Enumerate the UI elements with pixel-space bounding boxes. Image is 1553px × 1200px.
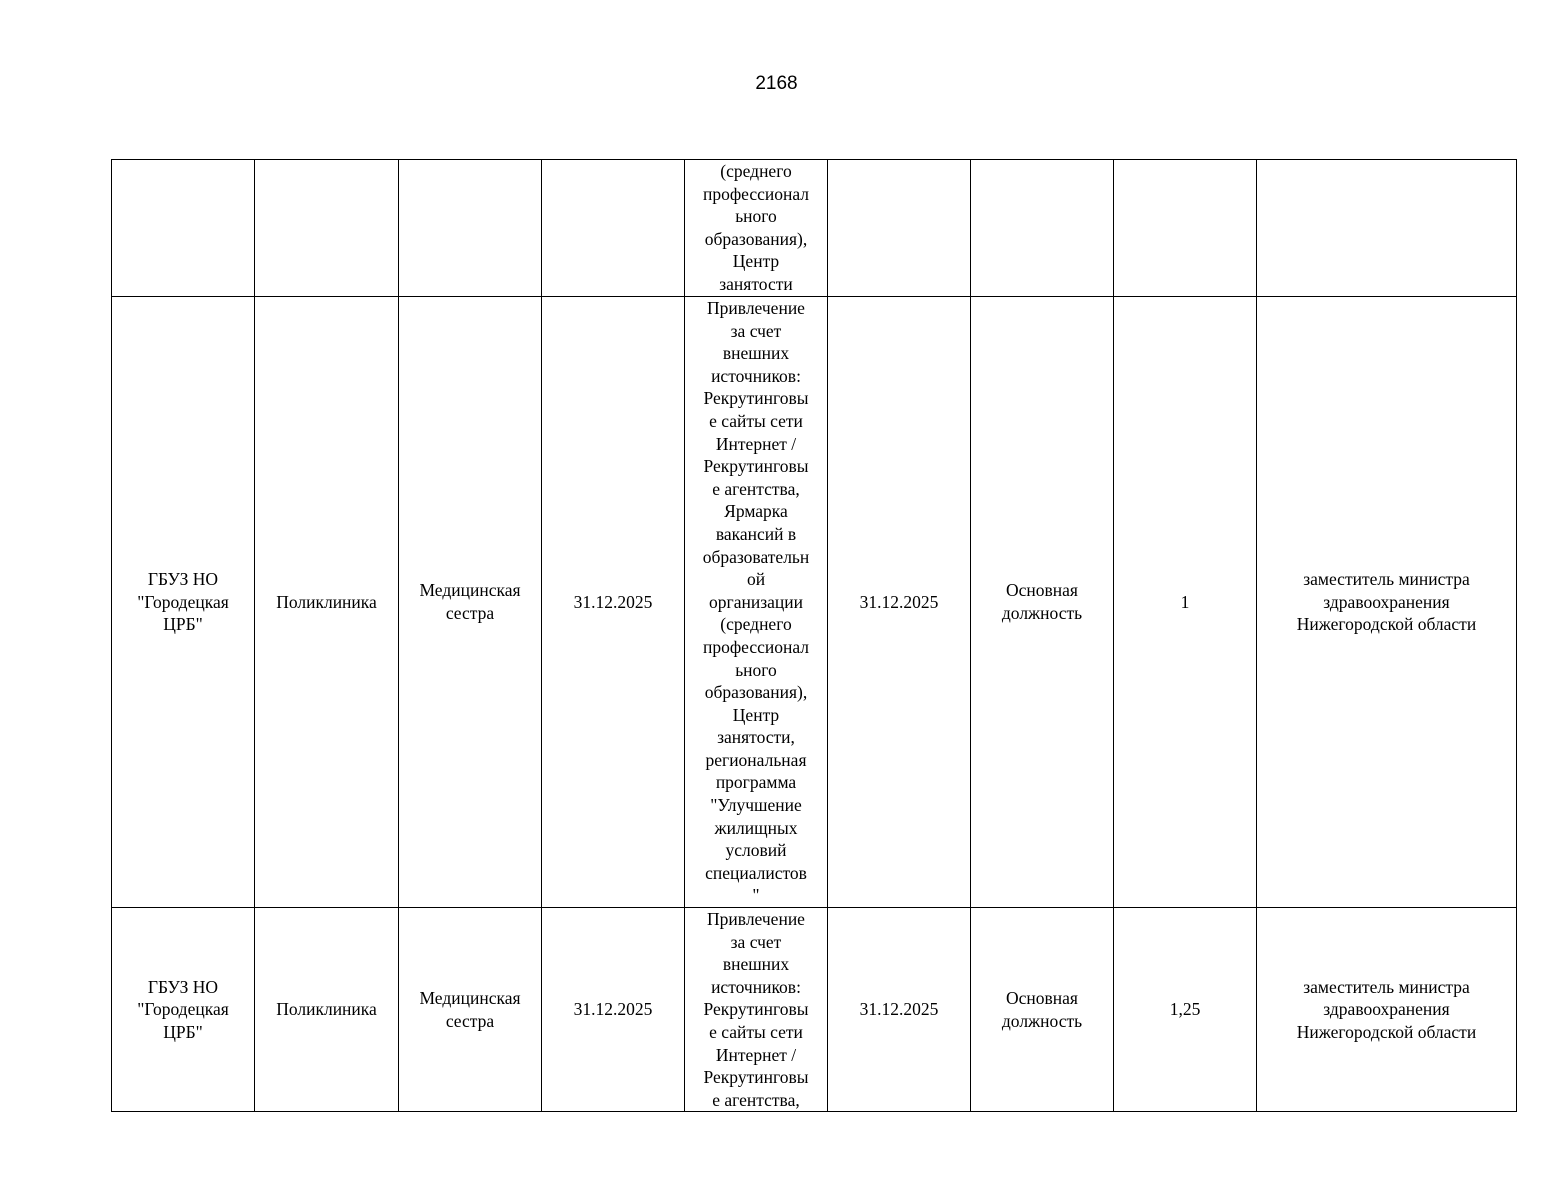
organization-cell [112,160,255,297]
position-cell [399,160,542,297]
responsible-cell: заместитель министра здравоохранения Нижегородской области [1257,297,1517,908]
responsible-cell: заместитель министра здравоохранения Нижегородской области [1257,908,1517,1112]
fill-date-cell: 31.12.2025 [828,297,971,908]
department-cell: Поликлиника [255,297,399,908]
employment-type-cell [971,160,1114,297]
organization-cell: ГБУЗ НО "Городецкая ЦРБ" [112,297,255,908]
sources-cell: Привлечение за счет внешних источников: Рекрутинговы е сайты сети Интернет / Рекрутинговы е агентства, Ярмарка вакансий в образовательн ой организации (среднего профессионал ьного образования), Центр занятости, региональная программа "Улучшение жилищных условий специалистов " [685,297,828,908]
rate-cell [1114,160,1257,297]
fill-date-cell: 31.12.2025 [828,908,971,1112]
organization-cell: ГБУЗ НО "Городецкая ЦРБ" [112,908,255,1112]
staffing-table [111,159,1517,1112]
department-cell [255,160,399,297]
sources-cell: (среднего профессионал ьного образования), Центр занятости [685,160,828,297]
employment-type-cell: Основная должность [971,908,1114,1112]
position-cell: Медицинская сестра [399,908,542,1112]
rate-cell: 1 [1114,297,1257,908]
position-cell: Медицинская сестра [399,297,542,908]
table-row [112,297,1517,908]
table-row [112,908,1517,1112]
responsible-cell [1257,160,1517,297]
need-date-cell [542,160,685,297]
page-number: 2168 [755,73,798,94]
department-cell: Поликлиника [255,908,399,1112]
rate-cell: 1,25 [1114,908,1257,1112]
employment-type-cell: Основная должность [971,297,1114,908]
sources-cell: Привлечение за счет внешних источников: Рекрутинговы е сайты сети Интернет / Рекрутинговы е агентства, [685,908,828,1112]
table-row [112,160,1517,297]
fill-date-cell [828,160,971,297]
need-date-cell: 31.12.2025 [542,297,685,908]
need-date-cell: 31.12.2025 [542,908,685,1112]
